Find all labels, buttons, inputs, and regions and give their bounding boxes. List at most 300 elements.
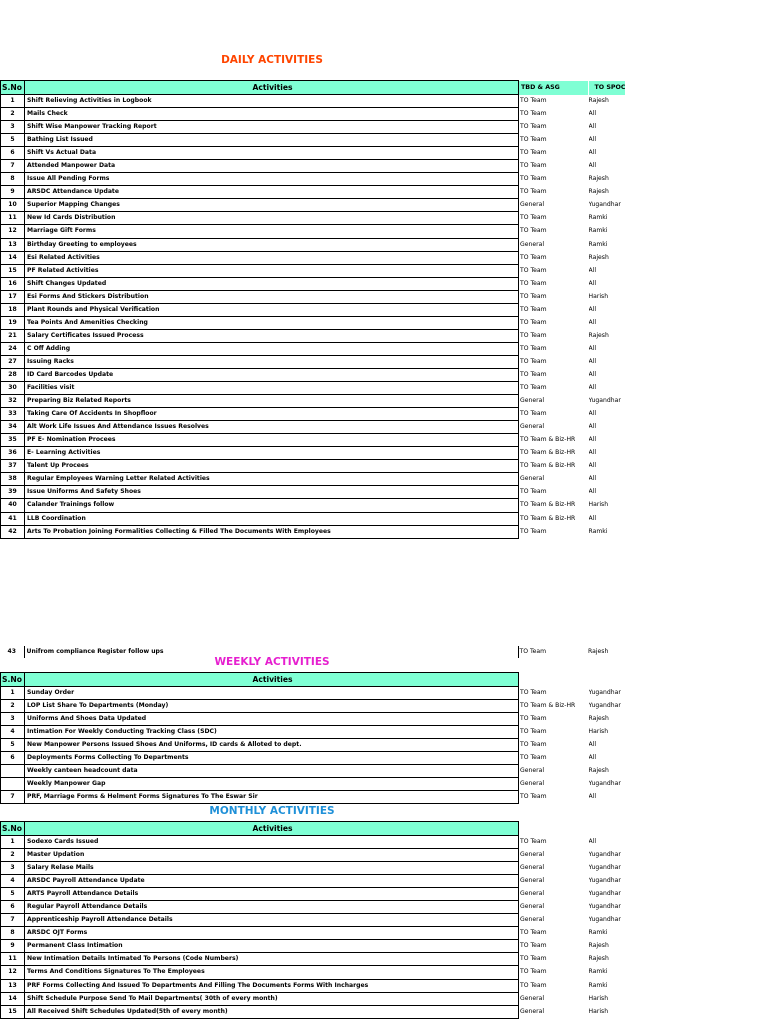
row-activity: PF Related Activities [25,264,519,277]
table-row [1,186,626,199]
row-activity: Bathing List Issued [25,134,519,147]
row-number: 41 [1,512,25,525]
table-row [1,739,623,752]
row-number: 36 [1,447,25,460]
row-number: 28 [1,368,25,381]
row-activity: Master Updation [25,849,519,862]
row-spoc: All [588,754,597,762]
row-activity: Regular Employees Warning Letter Related Activities [25,473,519,486]
row-spoc: All [588,266,597,274]
row-tbd: TO Team [518,646,588,658]
table-row [1,147,626,160]
row-number: 14 [1,251,25,264]
table-row [1,836,623,849]
row-number: 1 [1,95,25,108]
row-spoc: Ramki [588,981,608,989]
row-spoc: Rajesh [588,97,609,105]
row-activity: Deployments Forms Collecting To Departments [25,752,519,765]
row-tbd: General [520,890,545,898]
table-row [1,778,623,791]
table-row [1,499,626,512]
row-tbd: TO Team [520,838,547,846]
weekly-activities-title: WEEKLY ACTIVITIES [214,656,330,668]
monthly-activities-title: MONTHLY ACTIVITIES [209,805,335,817]
row-number: 5 [1,739,25,752]
row-activity: Birthday Greeting to employees [25,238,519,251]
table-row [1,966,623,979]
row-spoc: Harish [588,994,609,1002]
table-row [1,225,626,238]
row-tbd: TO Team [520,942,547,950]
table-row [1,979,623,992]
weekly-activities-table [0,672,623,804]
row-activity: PRF, Marriage Forms & Helment Forms Signatures To The Eswar Sir [25,791,519,804]
row-spoc: Yugandhar [588,397,621,405]
row-activity: Shift Vs Actual Data [25,147,519,160]
row-activity: Esi Forms And Stickers Distribution [25,290,519,303]
row-tbd: TO Team & Biz-HR [520,702,576,710]
table-row [1,992,623,1005]
row-tbd: General [520,423,545,431]
row-spoc: All [588,371,597,378]
row-spoc: All [588,318,597,326]
row-activity: ARSDC OJT Forms [25,927,519,940]
row-number: 3 [1,121,25,134]
row-tbd: TO Team [520,968,547,976]
row-tbd: TO Team [520,162,547,170]
row-spoc: Yugandhar [588,702,621,710]
row-number: 27 [1,355,25,368]
row-activity: Weekly canteen headcount data [25,765,519,778]
row-number: 7 [1,914,25,927]
table-row [1,447,626,460]
row-activity: All Received Shift Schedules Updated(5th of every month) [25,1005,519,1018]
row-activity: Salary Relase Mails [25,862,519,875]
row-number: 35 [1,434,25,447]
row-number: 39 [1,486,25,499]
row-activity: LOP List Share To Departments (Monday) [25,700,519,713]
table-row [1,395,626,408]
row-number: 6 [1,147,25,160]
row-tbd: TO Team [520,955,547,963]
row-spoc: All [588,436,597,444]
row-number: 13 [1,979,25,992]
row-tbd: General [520,877,545,885]
row-activity: Shift Wise Manpower Tracking Report [25,121,519,134]
table-row [1,264,626,277]
row-number: 32 [1,395,25,408]
row-tbd: General [520,851,545,859]
row-number: 34 [1,421,25,434]
table-row [1,290,626,303]
row-activity: Esi Related Activities [25,251,519,264]
table-row [1,914,623,927]
row-spoc: Rajesh [588,188,609,196]
table-row [1,303,626,316]
row-tbd: General [520,201,545,209]
table-row [1,121,626,134]
table-row [1,687,623,700]
row-tbd: TO Team [520,123,547,131]
table-row [1,791,623,804]
row-spoc: Rajesh [588,175,609,183]
row-tbd: TO Team [520,929,547,937]
row-number: 24 [1,342,25,355]
table-row [1,173,626,186]
row-spoc: Harish [588,292,609,300]
row-tbd: TO Team [520,728,547,736]
row-spoc: All [588,488,597,496]
row-tbd: General [520,1007,545,1015]
row-number [1,778,25,791]
row-number: 30 [1,382,25,395]
row-activity: Issue All Pending Forms [25,173,519,186]
row-activity: Calander Trainings follow [25,499,519,512]
row-activity: Weekly Manpower Gap [25,778,519,791]
row-spoc: Harish [588,501,609,509]
row-activity: Intimation For Weekly Conducting Tracking Class (SDC) [25,726,519,739]
row-number: 11 [1,212,25,225]
row-tbd: General [520,780,545,788]
row-number: 6 [1,901,25,914]
row-tbd: TO Team [520,227,547,235]
row-number: 1 [1,687,25,700]
row-spoc: Rajesh [588,715,609,723]
row-tbd: General [520,864,545,872]
row-activity: Issuing Racks [25,355,519,368]
table-row [1,849,623,862]
row-number: 5 [1,888,25,901]
sno-header: S.No [1,81,25,95]
row-tbd: TO Team [520,253,547,261]
row-tbd: General [520,397,545,405]
row-activity: Salary Certificates Issued Process [25,329,519,342]
row-tbd: General [520,767,545,775]
row-tbd: TO Team [520,793,547,801]
row-spoc: Yugandhar [588,877,621,885]
row-spoc: Rajesh [588,648,609,656]
row-spoc: All [588,279,597,287]
row-number: 15 [1,1005,25,1018]
table-row [1,408,626,421]
row-spoc: All [588,384,597,392]
tbd-asg-header: TBD & ASG [519,81,589,95]
row-tbd: TO Team [520,214,547,222]
row-number: 19 [1,316,25,329]
row-tbd: TO Team [520,149,547,157]
row-spoc: Ramki [588,227,608,235]
row-tbd: TO Team [520,981,547,989]
row-tbd: TO Team [520,741,547,749]
row-spoc: All [588,475,597,483]
row-activity: PRF Forms Collecting And Issued To Departments And Filling The Documents Forms With Incharges [25,979,519,992]
row-tbd: TO Team [520,305,547,313]
monthly-activities-table [0,821,623,1019]
row-activity: ARTS Payroll Attendance Details [25,888,519,901]
row-spoc: Rajesh [588,955,609,963]
row-tbd: TO Team [520,754,547,762]
row-tbd: TO Team & Biz-HR [520,449,576,457]
row-spoc: All [588,149,597,157]
row-spoc: Ramki [588,968,608,976]
row-activity: PF E- Nomination Procees [25,434,519,447]
table-row [1,726,623,739]
row-number: 13 [1,238,25,251]
row-spoc: All [588,462,597,470]
row-activity: Plant Rounds and Physical Verification [25,303,519,316]
row-activity: New Id Cards Distribution [25,212,519,225]
sno-header: S.No [1,822,25,836]
row-number: 42 [1,525,25,538]
table-row [1,765,623,778]
row-spoc: All [588,305,597,313]
row-number: 5 [1,134,25,147]
row-number: 4 [1,875,25,888]
row-number: 43 [7,648,16,656]
row-number [1,765,25,778]
row-spoc: Yugandhar [588,864,621,872]
row-number: 6 [1,752,25,765]
row-activity: Shift Relieving Activities in Logbook [25,95,519,108]
row-spoc: Rajesh [588,942,609,950]
row-tbd: TO Team & Biz-HR [520,501,576,509]
row-number: 12 [1,966,25,979]
monthly-header-row [1,822,623,836]
row-activity: LLB Coordination [25,512,519,525]
table-row [1,251,626,264]
row-tbd: TO Team & Biz-HR [520,436,576,444]
row-spoc: All [588,162,597,170]
row-number: 8 [1,173,25,186]
row-tbd: General [520,916,545,924]
row-activity: Shift Changes Updated [25,277,519,290]
row-spoc: All [588,357,597,365]
table-row [1,329,626,342]
table-row [1,473,626,486]
table-row [1,160,626,173]
daily-activities-title: DAILY ACTIVITIES [221,54,323,66]
row-spoc: All [588,838,597,846]
row-tbd: TO Team [520,175,547,183]
row-number: 12 [1,225,25,238]
table-row [1,316,626,329]
row-spoc: Ramki [588,527,608,535]
row-activity: Shift Schedule Purpose Send To Mail Departments( 30th of every month) [25,992,519,1005]
row-tbd: TO Team [520,97,547,105]
row-spoc: All [588,449,597,457]
table-row [1,940,623,953]
table-row [1,199,626,212]
table-row [1,953,623,966]
row-tbd: TO Team [520,279,547,287]
table-row [1,95,626,108]
row-activity: Facilities visit [25,382,519,395]
row-activity: Marriage Gift Forms [25,225,519,238]
table-row [1,212,626,225]
row-spoc: Yugandhar [588,780,621,788]
table-row [1,421,626,434]
table-row [1,525,626,538]
daily-activities-table [0,80,626,539]
row-tbd: TO Team [520,527,547,535]
row-number: 2 [1,108,25,121]
row-tbd: TO Team & Biz-HR [520,462,576,470]
weekly-header-row [1,673,623,687]
table-row [1,108,626,121]
row-activity: Superior Mapping Changes [25,199,519,212]
row-tbd: General [520,903,545,911]
row-activity: Alt Work Life Issues And Attendance Issues Resolves [25,421,519,434]
table-row [1,486,626,499]
row-tbd: TO Team [520,384,547,392]
table-row [1,134,626,147]
row-activity: Sodexo Cards Issued [25,836,519,849]
row-spoc: Rajesh [588,253,609,261]
row-number: 3 [1,713,25,726]
row-activity: Regular Payroll Attendance Details [25,901,519,914]
row-number: 17 [1,290,25,303]
row-spoc: All [588,423,597,431]
activities-header: Activities [25,822,519,836]
row-tbd: TO Team [520,331,547,339]
row-spoc: Yugandhar [588,851,621,859]
row-tbd: General [520,994,545,1002]
row-spoc: All [588,410,597,418]
row-spoc: Rajesh [588,331,609,339]
table-row [1,460,626,473]
row-activity: Talent Up Procees [25,460,519,473]
row-spoc: Yugandhar [588,916,621,924]
row-tbd: TO Team [520,410,547,418]
row-number: 16 [1,277,25,290]
row-activity: Unifrom compliance Register follow ups [24,646,518,658]
row-spoc: All [588,344,597,352]
row-spoc: Ramki [588,240,608,248]
row-activity: E- Learning Activities [25,447,519,460]
row-number: 11 [1,953,25,966]
row-spoc: Harish [588,728,609,736]
row-number: 38 [1,473,25,486]
row-number: 18 [1,303,25,316]
table-row [1,238,626,251]
table-row [1,700,623,713]
row-activity: New Manpower Persons Issued Shoes And Uniforms, ID cards & Alloted to dept. [25,739,519,752]
row-spoc: Yugandhar [588,903,621,911]
table-row [1,888,623,901]
row-number: 15 [1,264,25,277]
row-tbd: TO Team [520,318,547,326]
row-spoc: All [588,514,597,522]
table-row [1,1005,623,1018]
row-activity: Uniforms And Shoes Data Updated [25,713,519,726]
row-tbd: TO Team & Biz-HR [520,514,576,522]
row-tbd: TO Team [520,357,547,365]
row-tbd: General [520,475,545,483]
table-row [1,434,626,447]
row-activity: C Off Adding [25,342,519,355]
row-tbd: TO Team [520,292,547,300]
table-row [1,355,626,368]
row-number: 7 [1,791,25,804]
row-activity: Permanent Class Intimation [25,940,519,953]
table-row [1,382,626,395]
row-spoc: Yugandhar [588,201,621,209]
row-activity: Arts To Probation Joining Formalities Collecting & Filled The Documents With Employees [25,525,519,538]
daily-header-row [1,81,626,95]
row-number: 2 [1,849,25,862]
table-row [1,512,626,525]
row-tbd: TO Team [520,715,547,723]
row-number: 1 [1,836,25,849]
row-number: 4 [1,726,25,739]
row-tbd: TO Team [520,344,547,352]
row-spoc: Yugandhar [588,689,621,697]
row-activity: Apprenticeship Payroll Attendance Details [25,914,519,927]
row-number: 8 [1,927,25,940]
table-row [1,927,623,940]
row-spoc: All [588,123,597,131]
table-row [1,713,623,726]
table-row [1,277,626,290]
row-tbd: TO Team [520,371,547,378]
to-spoc-header: TO SPOC [589,81,626,95]
row-tbd: TO Team [520,689,547,697]
row-number: 40 [1,499,25,512]
activities-header: Activities [25,673,519,687]
row-tbd: General [520,240,545,248]
table-row [1,342,626,355]
row-number: 9 [1,186,25,199]
row-activity: ARSDC Payroll Attendance Update [25,875,519,888]
row-number: 21 [1,329,25,342]
row-tbd: TO Team [520,266,547,274]
row-spoc: All [588,793,597,801]
row-activity: Preparing Biz Related Reports [25,395,519,408]
sno-header: S.No [1,673,25,687]
table-row [1,368,626,381]
row-number: 33 [1,408,25,421]
row-activity: Terms And Conditions Signatures To The Employees [25,966,519,979]
row-number: 2 [1,700,25,713]
row-tbd: TO Team [520,488,547,496]
row-activity: Taking Care Of Accidents In Shopfloor [25,408,519,421]
row-spoc: Rajesh [588,767,609,775]
row-activity: ARSDC Attendance Update [25,186,519,199]
row-activity: Tea Points And Amenities Checking [25,316,519,329]
row-number: 7 [1,160,25,173]
table-row [1,901,623,914]
row-activity: Attended Manpower Data [25,160,519,173]
row-spoc: Yugandhar [588,890,621,898]
row-spoc: All [588,136,597,144]
row-number: 14 [1,992,25,1005]
table-row [1,752,623,765]
table-row [1,875,623,888]
row-activity: Sunday Order [25,687,519,700]
row-tbd: TO Team [520,188,547,196]
row-tbd: TO Team [520,136,547,144]
row-spoc: Harish [588,1007,609,1015]
table-row [1,862,623,875]
row-number: 37 [1,460,25,473]
row-activity: ID Card Barcodes Update [25,368,519,381]
activities-header: Activities [25,81,519,95]
row-spoc: Ramki [588,214,608,222]
row-activity: Mails Check [25,108,519,121]
row-activity: Issue Uniforms And Safety Shoes [25,486,519,499]
row-number: 10 [1,199,25,212]
row-activity: New Intimation Details Intimated To Persons (Code Numbers) [25,953,519,966]
